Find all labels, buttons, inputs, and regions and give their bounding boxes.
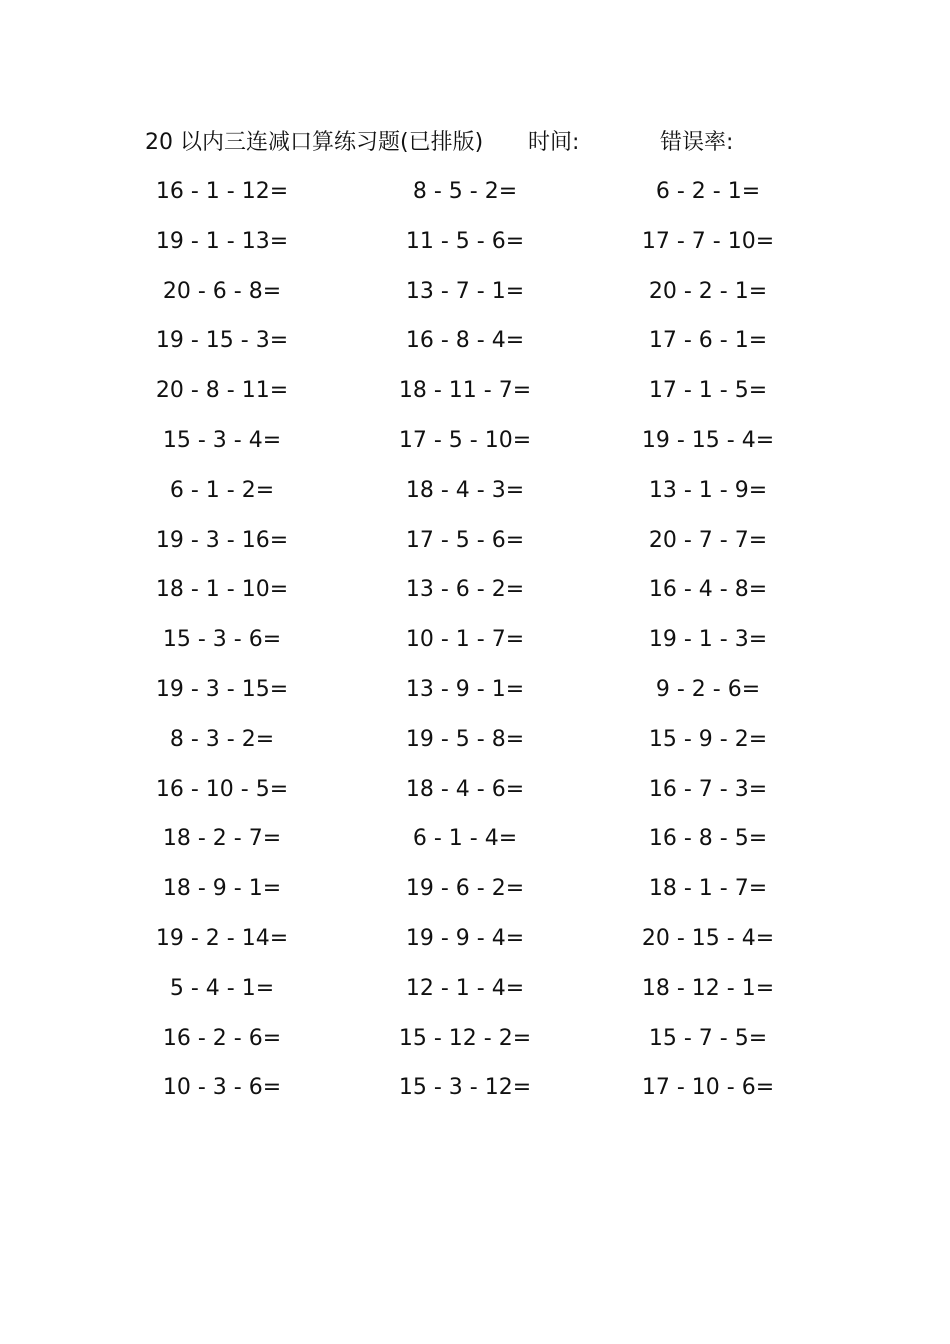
problem-grid xyxy=(0,175,950,1121)
problem-row xyxy=(0,872,950,922)
problem-item: 12 - 1 - 4= xyxy=(405,975,525,1001)
problem-item: 19 - 1 - 13= xyxy=(155,228,289,254)
problem-item: 10 - 1 - 7= xyxy=(405,627,525,653)
problem-row xyxy=(0,822,950,872)
problem-item: 15 - 7 - 5= xyxy=(648,1025,768,1051)
problem-item: 16 - 8 - 4= xyxy=(405,328,525,354)
problem-item: 13 - 7 - 1= xyxy=(405,278,525,304)
problem-item: 8 - 3 - 2= xyxy=(169,726,275,752)
problem-item: 15 - 3 - 12= xyxy=(398,1075,532,1101)
problem-item: 17 - 5 - 10= xyxy=(398,427,532,453)
problem-row xyxy=(0,1071,950,1121)
problem-item: 17 - 7 - 10= xyxy=(641,228,775,254)
problem-item: 20 - 7 - 7= xyxy=(648,527,768,553)
problem-row xyxy=(0,1022,950,1072)
problem-item: 19 - 3 - 15= xyxy=(155,676,289,702)
problem-row xyxy=(0,225,950,275)
problem-item: 8 - 5 - 2= xyxy=(412,179,518,204)
problem-item: 19 - 9 - 4= xyxy=(405,925,525,951)
problem-item: 15 - 9 - 2= xyxy=(648,726,768,752)
problem-item: 19 - 1 - 3= xyxy=(648,627,768,653)
problem-item: 16 - 1 - 12= xyxy=(155,179,289,204)
problem-row xyxy=(0,474,950,524)
problem-item: 18 - 11 - 7= xyxy=(398,378,532,404)
problem-row xyxy=(0,424,950,474)
problem-row xyxy=(0,623,950,673)
problem-row xyxy=(0,524,950,574)
problem-item: 16 - 7 - 3= xyxy=(648,776,768,802)
error-rate-label: 错误率: xyxy=(660,130,734,155)
problem-item: 17 - 1 - 5= xyxy=(648,378,768,404)
problem-row xyxy=(0,573,950,623)
problem-item: 20 - 6 - 8= xyxy=(162,278,282,304)
problem-item: 15 - 3 - 6= xyxy=(162,627,282,653)
problem-item: 15 - 3 - 4= xyxy=(162,427,282,453)
problem-item: 19 - 2 - 14= xyxy=(155,925,289,951)
problem-item: 11 - 5 - 6= xyxy=(405,228,525,254)
problem-item: 19 - 6 - 2= xyxy=(405,876,525,902)
worksheet-header xyxy=(0,126,950,160)
problem-item: 18 - 4 - 6= xyxy=(405,776,525,802)
problem-row xyxy=(0,374,950,424)
problem-item: 16 - 8 - 5= xyxy=(648,826,768,852)
problem-item: 18 - 12 - 1= xyxy=(641,975,775,1001)
problem-item: 19 - 5 - 8= xyxy=(405,726,525,752)
problem-item: 6 - 2 - 1= xyxy=(655,179,761,204)
problem-item: 19 - 3 - 16= xyxy=(155,527,289,553)
problem-row xyxy=(0,922,950,972)
problem-item: 19 - 15 - 3= xyxy=(155,328,289,354)
problem-item: 18 - 1 - 10= xyxy=(155,577,289,603)
problem-item: 10 - 3 - 6= xyxy=(162,1075,282,1101)
problem-item: 13 - 1 - 9= xyxy=(648,477,768,503)
problem-item: 19 - 15 - 4= xyxy=(641,427,775,453)
problem-item: 20 - 15 - 4= xyxy=(641,925,775,951)
problem-row xyxy=(0,324,950,374)
problem-row xyxy=(0,773,950,823)
problem-item: 20 - 2 - 1= xyxy=(648,278,768,304)
problem-item: 16 - 4 - 8= xyxy=(648,577,768,603)
problem-item: 13 - 9 - 1= xyxy=(405,676,525,702)
problem-row xyxy=(0,175,950,225)
problem-item: 18 - 4 - 3= xyxy=(405,477,525,503)
problem-item: 18 - 2 - 7= xyxy=(162,826,282,852)
problem-item: 6 - 1 - 2= xyxy=(169,477,275,503)
problem-item: 18 - 9 - 1= xyxy=(162,876,282,902)
worksheet-title: 20 以内三连减口算练习题(已排版) xyxy=(145,130,484,155)
problem-item: 5 - 4 - 1= xyxy=(169,975,275,1001)
problem-row xyxy=(0,275,950,325)
problem-item: 16 - 10 - 5= xyxy=(155,776,289,802)
problem-item: 16 - 2 - 6= xyxy=(162,1025,282,1051)
problem-item: 13 - 6 - 2= xyxy=(405,577,525,603)
problem-item: 17 - 6 - 1= xyxy=(648,328,768,354)
problem-item: 18 - 1 - 7= xyxy=(648,876,768,902)
problem-item: 17 - 5 - 6= xyxy=(405,527,525,553)
time-label: 时间: xyxy=(528,130,580,155)
problem-item: 9 - 2 - 6= xyxy=(655,676,761,702)
problem-item: 20 - 8 - 11= xyxy=(155,378,289,404)
problem-item: 6 - 1 - 4= xyxy=(412,826,518,852)
problem-row xyxy=(0,972,950,1022)
problem-row xyxy=(0,673,950,723)
problem-item: 17 - 10 - 6= xyxy=(641,1075,775,1101)
problem-item: 15 - 12 - 2= xyxy=(398,1025,532,1051)
problem-row xyxy=(0,723,950,773)
